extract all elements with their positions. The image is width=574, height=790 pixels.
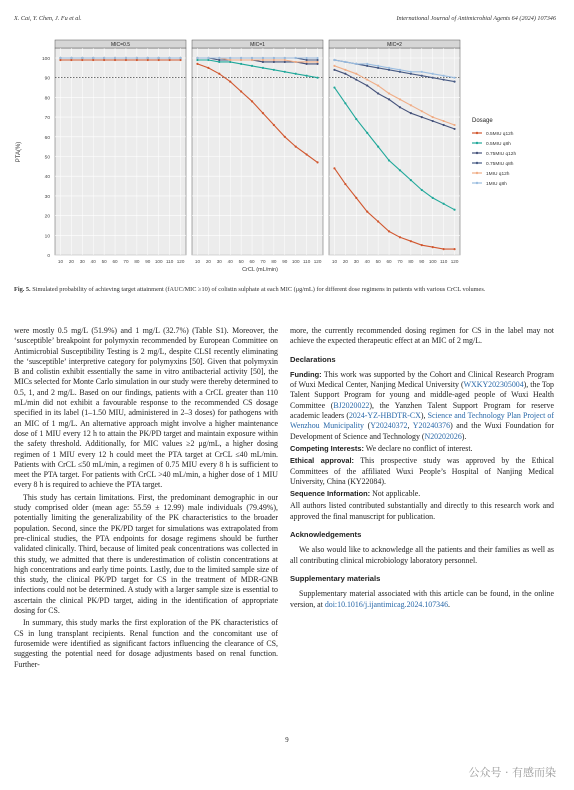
acknowledgements-text: We also would like to acknowledge all the patients and their families as well as all contributing clinical microbiology laboratory personnel. <box>290 545 554 565</box>
pta-figure <box>0 30 574 280</box>
figure-caption <box>14 286 562 295</box>
data-point <box>453 209 455 211</box>
y-axis-label: PTA(%) <box>16 141 22 163</box>
right-column <box>290 326 554 612</box>
data-point <box>432 77 434 79</box>
data-point <box>158 59 160 61</box>
data-point <box>103 59 105 61</box>
data-point <box>355 118 357 120</box>
x-tick-label: 110 <box>302 259 311 264</box>
data-point <box>333 167 335 169</box>
data-point <box>344 102 346 104</box>
x-tick-label: 100 <box>428 259 437 264</box>
x-tick-label: 90 <box>419 259 425 264</box>
funding-link-y376[interactable]: Y20240376 <box>412 421 451 431</box>
data-point <box>366 79 368 81</box>
data-point <box>306 75 308 77</box>
data-point <box>273 124 275 126</box>
x-tick-label: 40 <box>227 259 233 264</box>
data-point <box>306 61 308 63</box>
data-point <box>333 86 335 88</box>
supplementary-body: Supplementary material associated with this article can be found, in the online version, at <box>290 589 554 609</box>
funding-link-y372[interactable]: Y20240372 <box>370 421 408 431</box>
funding-text: , <box>407 421 413 431</box>
x-tick-label: 60 <box>112 259 118 264</box>
data-point <box>355 79 357 81</box>
x-tick-label: 20 <box>342 259 348 264</box>
data-point <box>229 61 231 63</box>
left-paragraph-2: This study has certain limitations. First, the predominant demographic in our study comprised older (mean age: 55.59 ± 12.99) male individuals (79.49%), potentially limiting the generalizability of the PK characteristics to the broader population. Second, since the PK/PD target for simulations was extrapolated from pre-clinical studies, the PTA endpoints for dosage regimens should be further validated clinically. Third, because of limited peak concentrations was collected in this study, we admitted that there is underestimation of colistin concentrations at high concentrations and early time points. Lastly, due to the limited sample size of this study, the clinical PK/PD target for CS in the treatment of MDR-GNB infections could not be determined. A study with a larger sample size is essential to ascertain the clinical PK/PD target, aiding in the identification of appropriate dosing for CS. <box>14 492 278 616</box>
funding-text: ), <box>420 411 428 421</box>
x-tick-label: 50 <box>375 259 381 264</box>
y-tick-label: 60 <box>44 135 50 141</box>
x-tick-label: 80 <box>134 259 140 264</box>
data-point <box>432 120 434 122</box>
running-header-journal: International Journal of Antimicrobial Agents 64 (2024) 107346 <box>396 15 556 22</box>
data-point <box>196 63 198 65</box>
x-tick-label: 80 <box>271 259 277 264</box>
left-paragraph-1: were mostly 0.5 mg/L (51.9%) and 1 mg/L (32.7%) (Table S1). Moreover, the ‘susceptible’ breakpoint for polymyxin recommended by European Committee on Antimicrobial Susceptibility Testing is 2 mg/L, despite CLSI recently eliminating the ‘susceptible’ interpretive category for polymyxins [50]. Given that polymyxin B and colistin exhibit essentially the same in vitro antibacterial activity [50], the MICs selected for Monte Carlo simulation in our study were thereby determined to 0.5, 1, and 2 mg/L. Based on our findings, patients with a CrCL greater than 110 mL/min did not exhibit a favourable response to the recommended CS dosage specified in its label (1–1.50 MIU, administered in 2–3 doses) for pathogens with an MIC of 1 mg/L. An alternative approach might involve a higher maintenance dose of 1 MIU every 12 h to attain the PK/PD target and maintain exposure within the safety threshold. Additionally, for MIC values ≥2 μg/mL, a higher dosing regimen of 1 MIU every 12 h could meet the PTA target at CrCL ≤40 mL/min. Patients with CrCL ≤50 mL/min, a regimen of 0.75 MIU every 8 h is sufficient to meet the PTA target. For patients with CrCL >40 mL/min, a higher dose of 1 MIU every 8 h is required to achieve the PTA target. <box>14 326 278 490</box>
x-tick-label: 30 <box>353 259 359 264</box>
panel-title: MIC=2 <box>387 42 402 48</box>
data-point <box>333 65 335 67</box>
data-point <box>388 159 390 161</box>
data-point <box>316 59 318 61</box>
funding-statement <box>290 370 554 442</box>
legend-label: 1MIU q8h <box>486 181 507 187</box>
data-point <box>218 61 220 63</box>
data-point <box>273 59 275 61</box>
x-tick-label: 120 <box>313 259 322 264</box>
right-paragraph-1: more, the currently recommended dosing regimen for CS in the label may not achieve the expected therapeutic effect at an MIC of 2 mg/L. <box>290 326 554 346</box>
data-point <box>443 248 445 250</box>
x-tick-label: 100 <box>291 259 300 264</box>
declarations-heading: Declarations <box>290 354 336 364</box>
data-point <box>366 84 368 86</box>
x-tick-label: 10 <box>331 259 338 264</box>
data-point <box>333 69 335 71</box>
funding-text: ( <box>363 421 371 431</box>
page-number: 9 <box>285 737 289 744</box>
data-point <box>377 65 379 67</box>
data-point <box>136 59 138 61</box>
ethical-label: Ethical approval: <box>290 456 354 466</box>
data-point <box>70 57 72 59</box>
data-point <box>355 63 357 65</box>
legend-label: 0.75MIU q8h <box>486 161 514 167</box>
x-tick-label: 110 <box>439 259 448 264</box>
data-point <box>421 71 423 73</box>
x-tick-label: 70 <box>397 259 403 264</box>
competing-label: Competing Interests: <box>290 443 364 453</box>
x-axis-label: CrCL (mL/min) <box>242 267 278 273</box>
x-tick-label: 30 <box>79 259 85 264</box>
data-point <box>70 59 72 61</box>
data-point <box>262 112 264 114</box>
legend-marker <box>476 182 478 184</box>
data-point <box>399 98 401 100</box>
data-point <box>251 65 253 67</box>
data-point <box>147 57 149 59</box>
data-point <box>196 59 198 61</box>
funding-link-wenzhou[interactable]: Science and Technology Plan Project of Wenzhou Municipality <box>290 411 555 431</box>
x-tick-label: 90 <box>145 259 151 264</box>
supplementary-text <box>290 589 554 610</box>
x-tick-label: 80 <box>408 259 414 264</box>
data-point <box>443 120 445 122</box>
data-point <box>388 230 390 232</box>
legend-label: 1MIU q12h <box>486 171 510 177</box>
data-point <box>443 75 445 77</box>
y-tick-label: 100 <box>41 57 50 62</box>
caption-text: Simulated probability of achieving target attainment (fAUC/MIC ≥10) of colistin sulphate at each MIC (μg/mL) for different dose regimens in patients with various CrCL volumes. <box>32 286 486 293</box>
data-point <box>306 63 308 65</box>
data-point <box>333 59 335 61</box>
data-point <box>229 59 231 61</box>
data-point <box>196 57 198 59</box>
data-point <box>316 161 318 163</box>
data-point <box>218 57 220 59</box>
x-tick-label: 70 <box>123 259 129 264</box>
x-tick-label: 10 <box>194 259 201 264</box>
x-tick-label: 10 <box>57 259 64 264</box>
x-tick-label: 40 <box>364 259 370 264</box>
data-point <box>344 69 346 71</box>
data-point <box>284 57 286 59</box>
data-point <box>169 57 171 59</box>
data-point <box>284 61 286 63</box>
data-point <box>366 132 368 134</box>
data-point <box>344 183 346 185</box>
data-point <box>421 244 423 246</box>
data-point <box>125 57 127 59</box>
data-point <box>229 57 231 59</box>
data-point <box>432 73 434 75</box>
data-point <box>443 79 445 81</box>
data-point <box>410 240 412 242</box>
data-point <box>377 67 379 69</box>
data-point <box>207 57 209 59</box>
data-point <box>453 128 455 130</box>
data-point <box>262 57 264 59</box>
funding-text: ) and the Wuxi Foundation for Development of Science and Technology ( <box>290 421 554 441</box>
data-point <box>344 73 346 75</box>
x-tick-label: 100 <box>154 259 163 264</box>
x-tick-label: 50 <box>101 259 107 264</box>
data-point <box>399 169 401 171</box>
data-point <box>399 69 401 71</box>
left-paragraph-3: In summary, this study marks the first exploration of the PK characteristics of CS in lung transplant recipients. Renal function and the concomitant use of furosemide were identified as significant factors influencing the clearance of CS, suggesting the potential need for dosage adjustments based on renal function. Further- <box>14 618 278 669</box>
data-point <box>316 77 318 79</box>
data-point <box>125 59 127 61</box>
funding-text: ), the Yanzhen Talent Support Program for reserve academic leaders ( <box>290 400 554 421</box>
funding-link-n2020[interactable]: N20202026 <box>424 431 462 441</box>
data-point <box>218 73 220 75</box>
data-point <box>453 248 455 250</box>
panel-title: MIC=1 <box>250 42 265 48</box>
y-tick-label: 0 <box>47 254 50 259</box>
data-point <box>366 211 368 213</box>
data-point <box>295 73 297 75</box>
data-point <box>251 59 253 61</box>
data-point <box>366 63 368 65</box>
data-point <box>443 203 445 205</box>
data-point <box>59 57 61 59</box>
funding-text: ), the Top Talent Support Program for young and middle-aged people of Wuxi Health Committee ( <box>290 380 554 410</box>
legend-marker <box>476 132 478 134</box>
data-point <box>284 136 286 138</box>
data-point <box>453 124 455 126</box>
data-point <box>344 61 346 63</box>
supplementary-heading: Supplementary materials <box>290 573 381 583</box>
panel-title: MIC=0.5 <box>110 42 131 48</box>
data-point <box>306 57 308 59</box>
data-point <box>114 57 116 59</box>
data-point <box>421 75 423 77</box>
x-tick-label: 110 <box>165 259 174 264</box>
x-tick-label: 50 <box>238 259 244 264</box>
acknowledgements-heading: Acknowledgements <box>290 530 362 540</box>
y-tick-label: 10 <box>44 234 50 240</box>
data-point <box>114 59 116 61</box>
legend-marker <box>476 142 478 144</box>
y-tick-label: 90 <box>44 76 50 82</box>
data-point <box>421 189 423 191</box>
data-point <box>273 69 275 71</box>
supplementary-doi-link[interactable]: doi:10.1016/j.ijantimicag.2024.107346 <box>324 599 449 609</box>
data-point <box>355 73 357 75</box>
ethical-text: This prospective study was approved by the Ethical Committees of the affiliated Wuxi People’s Hospital of Nanjing Medical University, China (KY22084). <box>290 456 554 486</box>
data-point <box>316 63 318 65</box>
data-point <box>399 106 401 108</box>
data-point <box>377 146 379 148</box>
data-point <box>377 92 379 94</box>
data-point <box>453 77 455 79</box>
x-tick-label: 40 <box>90 259 96 264</box>
x-tick-label: 20 <box>68 259 74 264</box>
data-point <box>284 59 286 61</box>
data-point <box>273 57 275 59</box>
data-point <box>410 71 412 73</box>
data-point <box>377 220 379 222</box>
panel-background <box>55 48 186 255</box>
data-point <box>377 84 379 86</box>
data-point <box>306 59 308 61</box>
data-point <box>262 67 264 69</box>
sequence-information <box>290 489 554 499</box>
data-point <box>366 65 368 67</box>
data-point <box>453 81 455 83</box>
data-point <box>240 90 242 92</box>
funding-link-wxky[interactable]: WXKY202305004 <box>463 380 524 390</box>
y-tick-label: 80 <box>44 96 50 102</box>
data-point <box>388 67 390 69</box>
x-tick-label: 120 <box>450 259 459 264</box>
legend-label: 0.75MIU q12h <box>486 151 517 157</box>
data-point <box>262 61 264 63</box>
data-point <box>240 59 242 61</box>
data-point <box>179 59 181 61</box>
legend-marker <box>476 172 478 174</box>
data-point <box>81 57 83 59</box>
data-point <box>410 104 412 106</box>
data-point <box>410 112 412 114</box>
data-point <box>207 67 209 69</box>
competing-text: We declare no conflict of interest. <box>365 443 473 453</box>
x-tick-label: 70 <box>260 259 266 264</box>
left-column <box>14 326 278 672</box>
data-point <box>59 59 61 61</box>
data-point <box>388 69 390 71</box>
data-point <box>240 57 242 59</box>
y-tick-label: 50 <box>44 155 50 161</box>
legend-marker <box>476 162 478 164</box>
data-point <box>103 57 105 59</box>
data-point <box>410 73 412 75</box>
x-tick-label: 30 <box>216 259 222 264</box>
data-point <box>432 197 434 199</box>
data-point <box>92 59 94 61</box>
data-point <box>316 61 318 63</box>
legend-title: Dosage <box>472 118 493 124</box>
data-point <box>295 61 297 63</box>
x-tick-label: 90 <box>282 259 288 264</box>
data-point <box>316 57 318 59</box>
data-point <box>251 57 253 59</box>
data-point <box>388 92 390 94</box>
author-contributions: All authors listed contributed substantially and directly to this research work and approved the final manuscript for publication. <box>290 501 554 521</box>
sequence-text: Not applicable. <box>372 489 421 499</box>
x-tick-label: 60 <box>249 259 255 264</box>
data-point <box>229 81 231 83</box>
supplementary-end: . <box>448 599 450 609</box>
caption-label: Fig. 5. <box>14 286 31 293</box>
data-point <box>443 124 445 126</box>
wechat-watermark: 公众号 · 有感而染 <box>468 766 556 779</box>
funding-label: Funding: <box>290 369 322 379</box>
data-point <box>388 98 390 100</box>
funding-text: This work was supported by the Cohort and Clinical Research Program of Wuxi Medical Center, Nanjing Medical University ( <box>290 369 554 390</box>
data-point <box>306 153 308 155</box>
data-point <box>92 57 94 59</box>
data-point <box>218 59 220 61</box>
data-point <box>240 63 242 65</box>
data-point <box>158 57 160 59</box>
data-point <box>399 236 401 238</box>
sequence-label: Sequence Information: <box>290 489 371 499</box>
data-point <box>207 59 209 61</box>
data-point <box>169 59 171 61</box>
data-point <box>432 246 434 248</box>
data-point <box>147 59 149 61</box>
legend-label: 0.5MIU q12h <box>486 131 514 137</box>
data-point <box>284 71 286 73</box>
data-point <box>81 59 83 61</box>
data-point <box>399 71 401 73</box>
y-tick-label: 70 <box>44 116 50 122</box>
data-point <box>262 59 264 61</box>
data-point <box>179 57 181 59</box>
y-tick-label: 40 <box>44 175 50 181</box>
x-tick-label: 120 <box>176 259 185 264</box>
data-point <box>136 57 138 59</box>
data-point <box>251 100 253 102</box>
funding-link-yz[interactable]: 2024-YZ-HBDTR-CX <box>348 411 421 421</box>
legend-label: 0.5MIU q8h <box>486 141 511 147</box>
x-tick-label: 20 <box>205 259 211 264</box>
funding-link-bj[interactable]: BJ2020022 <box>333 400 370 410</box>
funding-text: ). <box>461 431 467 441</box>
data-point <box>295 146 297 148</box>
data-point <box>421 116 423 118</box>
legend-marker <box>476 152 478 154</box>
data-point <box>295 57 297 59</box>
y-tick-label: 20 <box>44 214 50 220</box>
data-point <box>410 179 412 181</box>
data-point <box>432 116 434 118</box>
competing-interests <box>290 444 554 454</box>
data-point <box>355 197 357 199</box>
data-point <box>273 61 275 63</box>
x-tick-label: 60 <box>386 259 392 264</box>
ethical-approval <box>290 456 554 487</box>
data-point <box>421 110 423 112</box>
running-header-authors: X. Cai, Y. Chen, J. Fu et al. <box>14 15 82 22</box>
y-tick-label: 30 <box>44 194 50 200</box>
